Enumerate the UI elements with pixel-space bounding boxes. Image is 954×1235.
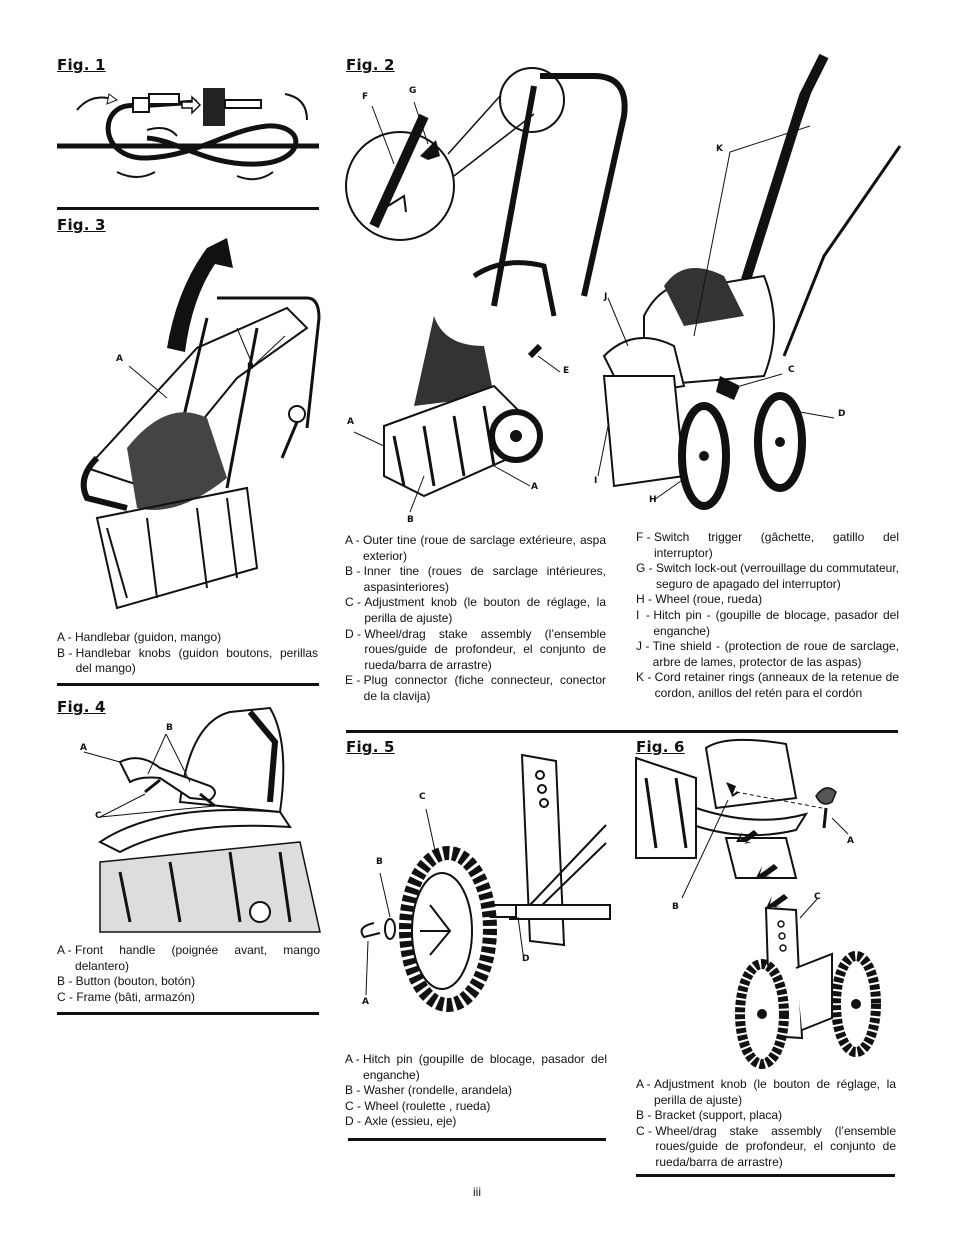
fig5-callout-b: B — [376, 857, 383, 867]
fig6-callout-c: C — [814, 892, 821, 902]
legend-item: B - Washer (rondelle, arandela) — [345, 1083, 512, 1098]
fig2-callout-c: C — [788, 365, 795, 375]
fig5-legend — [345, 1052, 607, 1130]
legend-item: A - Handlebar (guidon, mango) — [57, 630, 222, 644]
legend-item: J - Tine shield - (protection de roue de sarclage, arbre de lames, protector de las aspas) — [636, 639, 899, 669]
fig2-legend-left — [345, 533, 606, 705]
fig4-front-handle-illustration — [100, 702, 320, 932]
legend-item: B - Inner tine (roues de sarclage intérieures, aspasinteriores) — [345, 564, 606, 594]
fig6-legend — [636, 1077, 896, 1171]
legend-item: C - Frame (bâti, armazón) — [57, 989, 196, 1004]
fig4-callout-b: B — [166, 723, 173, 733]
legend-item: C - Wheel/drag stake assembly (l’ensemble roues/guide de profondeur, el conjunto de rueda/barra de arrastre) — [636, 1123, 896, 1169]
fig2-callout-f: F — [362, 92, 369, 102]
fig2-callout-j: J — [604, 292, 608, 302]
fig5-title: Fig. 5 — [346, 738, 395, 756]
legend-item: I - Hitch pin - (goupille de blocage, pasador del enganche) — [636, 607, 899, 638]
legend-item: H - Wheel (roue, rueda) — [636, 592, 763, 607]
page-number: iii — [473, 1185, 481, 1199]
legend-item: A - Front handle (poignée avant, mango delantero) — [57, 943, 320, 973]
fig6-callout-b: B — [672, 902, 679, 912]
fig3-handlebar-illustration — [57, 228, 319, 618]
legend-item: A - Hitch pin (goupille de blocage, pasador del enganche) — [345, 1052, 607, 1082]
fig2-callout-g: G — [409, 86, 417, 96]
fig2-callout-h: H — [649, 495, 657, 505]
legend-item: B - Button (bouton, botón) — [57, 974, 196, 989]
legend-item: A - Adjustment knob (le bouton de réglage, la perilla de ajuste) — [636, 1077, 896, 1107]
legend-item: G - Switch lock-out (verrouillage du commutateur, seguro de apagado del interruptor) — [636, 561, 899, 591]
fig2-callout-e: E — [563, 366, 570, 376]
fig2-divider — [346, 730, 898, 733]
fig5-callout-a: A — [362, 997, 369, 1007]
legend-item: B - Handlebar knobs (guidon boutons, perillas del mango) — [57, 645, 318, 676]
legend-item: B - Bracket (support, placa) — [636, 1108, 783, 1123]
fig3-divider — [57, 683, 319, 686]
fig1-divider — [57, 207, 319, 210]
fig2-tiller-illustration — [344, 56, 900, 536]
fig6-title: Fig. 6 — [636, 738, 685, 756]
fig1-cord-knot-illustration — [57, 80, 319, 190]
fig2-callout-a: A — [347, 417, 354, 427]
legend-item: A - Outer tine (roue de sarclage extérieure, aspa exterior) — [345, 533, 606, 563]
fig4-legend — [57, 943, 320, 1005]
fig5-callout-c: C — [419, 792, 426, 802]
fig2-callout-b: B — [407, 515, 414, 525]
fig3-title: Fig. 3 — [57, 216, 106, 234]
fig5-callout-d: D — [522, 954, 530, 964]
fig2-callout-a-inner: A — [531, 482, 538, 492]
legend-item: D - Axle (essieu, eje) — [345, 1114, 457, 1129]
fig6-callout-a: A — [847, 836, 854, 846]
fig4-divider — [57, 1012, 319, 1015]
legend-item: K - Cord retainer rings (anneaux de la retenue de cordon, anillos del retén para el cordón — [636, 670, 899, 700]
legend-item: C - Adjustment knob (le bouton de réglage, la perilla de ajuste) — [345, 595, 606, 625]
legend-item: E - Plug connector (fiche connecteur, conector de la clavija) — [345, 673, 606, 703]
fig3-callout-a: A — [116, 354, 123, 364]
legend-item: D - Wheel/drag stake assembly (l’ensemble roues/guide de profondeur, el conjunto de rueda/barra de arrastre) — [345, 626, 606, 672]
fig4-title: Fig. 4 — [57, 698, 106, 716]
fig1-title: Fig. 1 — [57, 56, 106, 74]
fig6-divider — [636, 1174, 895, 1177]
fig3-legend — [57, 630, 318, 677]
fig3-callout-b: B — [247, 362, 254, 372]
fig2-callout-k: K — [716, 144, 723, 154]
fig4-callout-a: A — [80, 743, 87, 753]
fig4-callout-c: C — [95, 811, 102, 821]
fig2-title: Fig. 2 — [346, 56, 395, 74]
fig2-callout-i: I — [594, 476, 598, 486]
legend-item: C - Wheel (roulette , rueda) — [345, 1098, 491, 1113]
fig2-callout-d: D — [838, 409, 846, 419]
legend-item: F - Switch trigger (gâchette, gatillo del interruptor) — [636, 530, 899, 560]
fig5-wheel-assembly-illustration — [350, 755, 612, 1025]
fig5-divider — [348, 1138, 606, 1141]
fig2-legend-right — [636, 530, 899, 702]
